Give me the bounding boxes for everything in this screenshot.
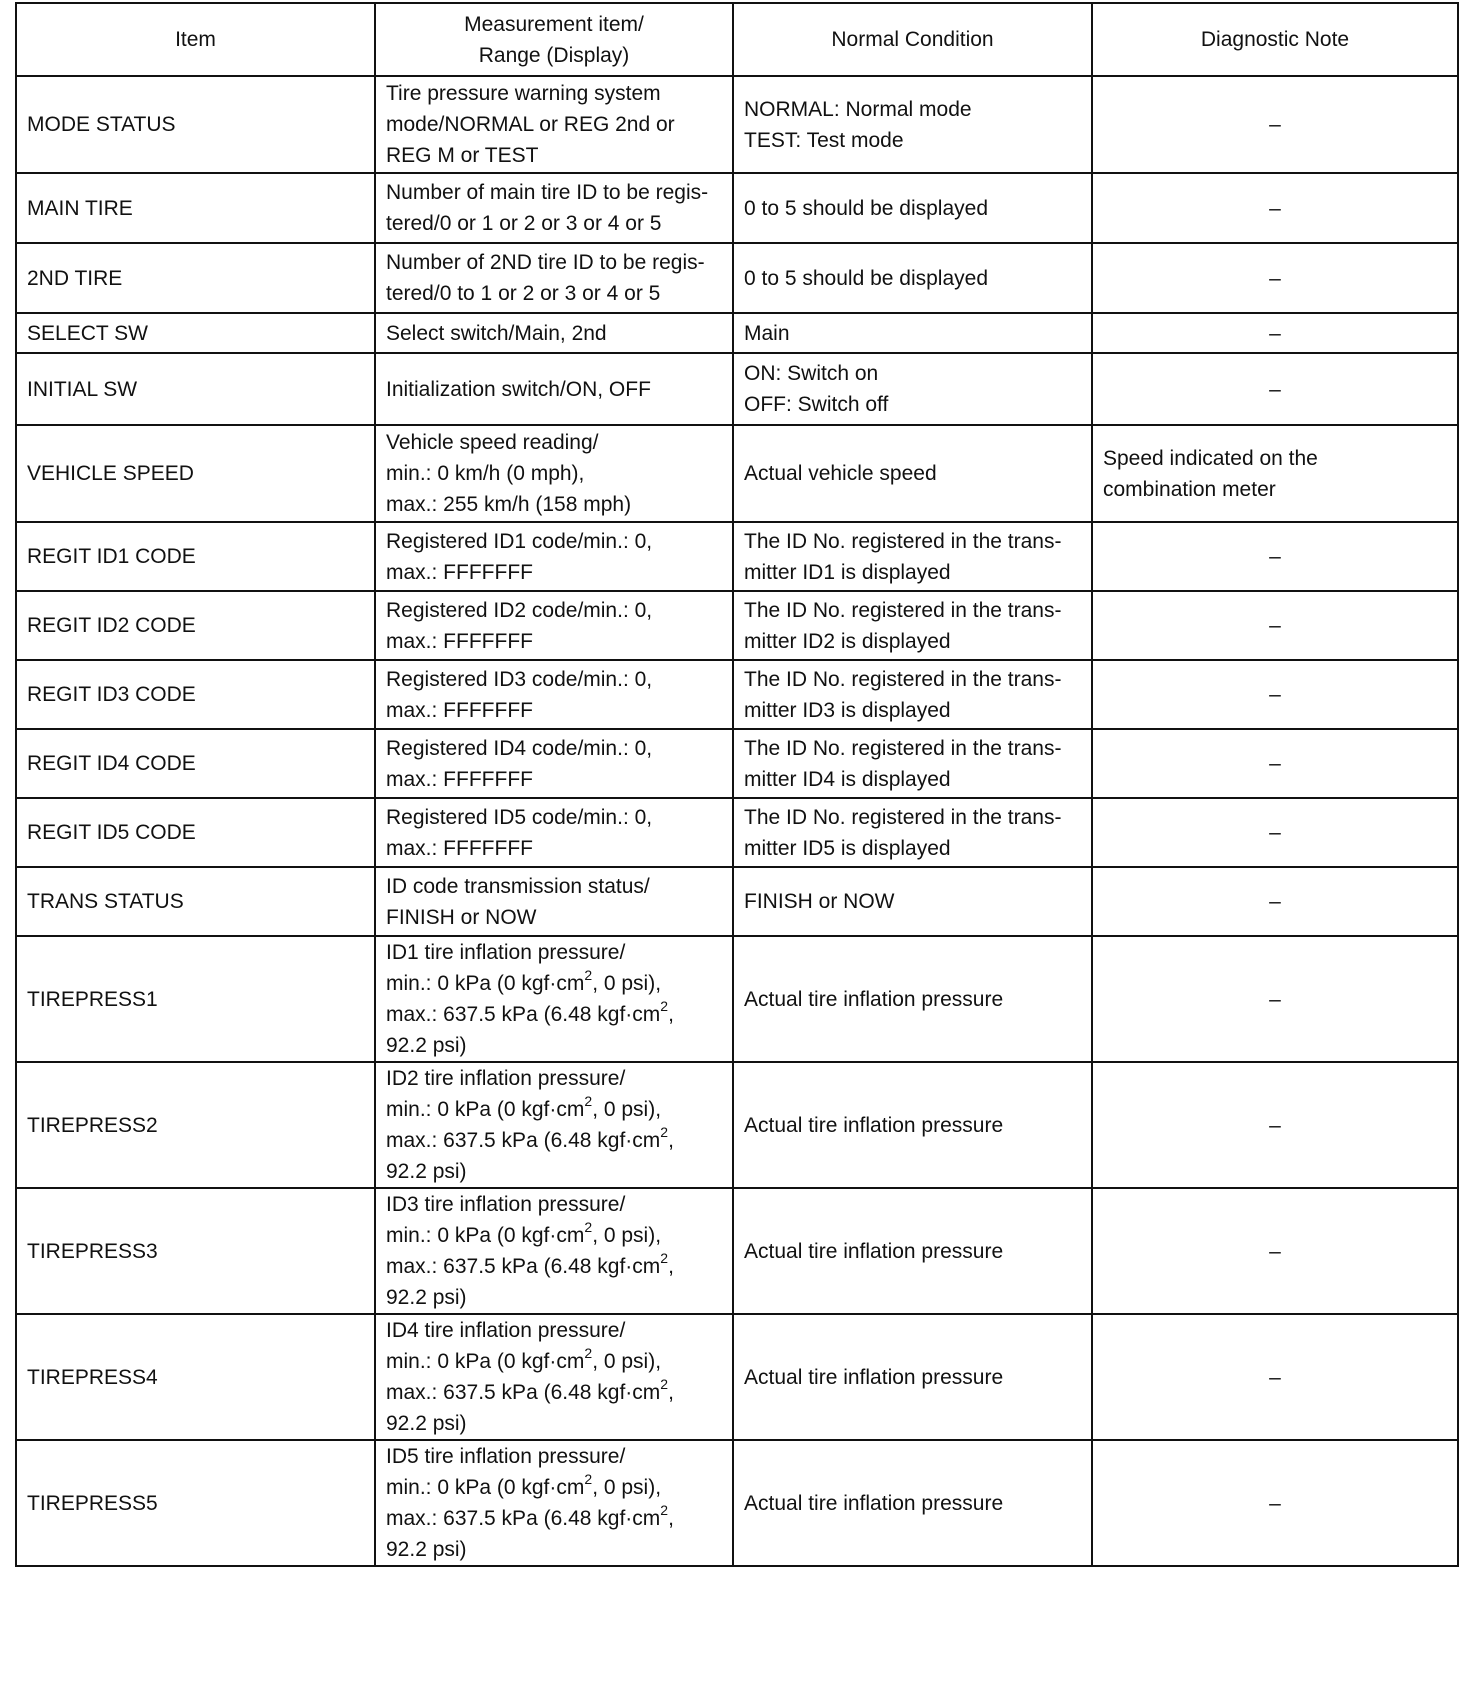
normal-condition-line: The ID No. registered in the trans- [744, 529, 1062, 553]
measurement-line: ID3 tire inflation pressure/ [386, 1193, 626, 1216]
diagnostic-note-line: combination meter [1103, 477, 1276, 501]
diagnostic-note-line: – [1269, 1491, 1281, 1515]
normal-condition-cell [733, 243, 1092, 313]
diagnostic-note-cell [1092, 591, 1458, 660]
normal-condition-line: mitter ID4 is displayed [744, 767, 951, 791]
normal-condition-cell [733, 591, 1092, 660]
table-row [16, 1062, 1458, 1188]
table-body [16, 76, 1458, 1566]
item-cell: TIREPRESS3 [16, 1188, 375, 1314]
item-cell: REGIT ID2 CODE [16, 591, 375, 660]
data-list-table-wrapper [15, 2, 1457, 1567]
measurement-line: ID code transmission status/ [386, 874, 650, 898]
diagnostic-note-line: – [1269, 890, 1281, 913]
measurement-line: max.: FFFFFFF [386, 560, 533, 584]
diagnostic-note-line: – [1269, 614, 1281, 637]
measurement-line: min.: 0 kPa (0 $kgf\cdot cm^2$, 0 psi), [386, 967, 662, 995]
table-row [16, 867, 1458, 936]
measurement-line: tered/0 to 1 or 2 or 3 or 4 or 5 [386, 282, 661, 305]
normal-condition-line: mitter ID5 is displayed [744, 836, 951, 860]
normal-condition-line: Actual tire inflation pressure [744, 1113, 1004, 1137]
normal-condition-cell [733, 798, 1092, 867]
normal-condition-line: Main [744, 321, 790, 345]
measurement-line: Initialization switch/ON, OFF [386, 377, 651, 401]
measurement-cell [375, 1314, 733, 1440]
table-row [16, 1188, 1458, 1314]
measurement-line: max.: 637.5 kPa (6.48 $kgf\cdot cm^2$, [386, 998, 674, 1026]
diagnostic-note-line: – [1269, 321, 1281, 345]
diagnostic-note-line: Speed indicated on the [1103, 446, 1318, 470]
normal-condition-line: Actual vehicle speed [744, 462, 937, 485]
normal-condition-line: Actual tire inflation pressure [744, 1239, 1004, 1263]
header-diagnostic-note: Diagnostic Note [1092, 3, 1458, 76]
measurement-cell [375, 353, 733, 425]
measurement-cell [375, 936, 733, 1062]
item-cell: TIREPRESS1 [16, 936, 375, 1062]
diagnostic-note-line: – [1269, 266, 1281, 290]
table-row [16, 798, 1458, 867]
normal-condition-cell [733, 313, 1092, 353]
diagnostic-note-cell [1092, 798, 1458, 867]
table-row [16, 243, 1458, 313]
data-list-table [15, 2, 1459, 1567]
item-cell: 2ND TIRE [16, 243, 375, 313]
normal-condition-cell [733, 1440, 1092, 1566]
diagnostic-note-cell [1092, 425, 1458, 522]
diagnostic-note-cell [1092, 243, 1458, 313]
diagnostic-note-cell [1092, 1314, 1458, 1440]
diagnostic-note-cell [1092, 1188, 1458, 1314]
measurement-line: Tire pressure warning system [386, 82, 661, 105]
measurement-line: 92.2 psi) [386, 1034, 467, 1057]
item-cell: SELECT SW [16, 313, 375, 353]
normal-condition-line: The ID No. registered in the trans- [744, 736, 1062, 760]
diagnostic-note-line: – [1269, 1113, 1281, 1137]
measurement-cell [375, 243, 733, 313]
item-cell: TIREPRESS4 [16, 1314, 375, 1440]
measurement-cell [375, 729, 733, 798]
measurement-line: Registered ID4 code/min.: 0, [386, 736, 653, 760]
table-row [16, 173, 1458, 243]
item-cell: TIREPRESS5 [16, 1440, 375, 1566]
header-measurement-line-1: Measurement item/ [464, 12, 644, 36]
table-row [16, 660, 1458, 729]
measurement-cell [375, 1062, 733, 1188]
table-row [16, 76, 1458, 173]
measurement-line: max.: 255 km/h (158 mph) [386, 493, 632, 516]
normal-condition-line: 0 to 5 should be displayed [744, 266, 989, 290]
normal-condition-line: ON: Switch on [744, 362, 879, 385]
normal-condition-cell [733, 867, 1092, 936]
item-cell: VEHICLE SPEED [16, 425, 375, 522]
normal-condition-line: The ID No. registered in the trans- [744, 667, 1062, 691]
header-measurement-line-2: Range (Display) [478, 43, 630, 67]
measurement-line: ID5 tire inflation pressure/ [386, 1445, 626, 1468]
measurement-line: 92.2 psi) [386, 1412, 467, 1435]
diagnostic-note-line: – [1269, 1365, 1281, 1389]
normal-condition-line: mitter ID2 is displayed [744, 629, 951, 653]
diagnostic-note-cell [1092, 173, 1458, 243]
measurement-cell [375, 76, 733, 173]
diagnostic-note-line: – [1269, 113, 1281, 136]
normal-condition-line: FINISH or NOW [744, 890, 895, 913]
measurement-line: Number of 2ND tire ID to be regis- [386, 251, 705, 274]
diagnostic-note-line: – [1269, 1239, 1281, 1263]
measurement-line: Registered ID3 code/min.: 0, [386, 667, 653, 691]
normal-condition-line: mitter ID1 is displayed [744, 560, 951, 584]
item-cell: TRANS STATUS [16, 867, 375, 936]
measurement-line: min.: 0 kPa (0 $kgf\cdot cm^2$, 0 psi), [386, 1219, 662, 1247]
diagnostic-note-line: – [1269, 377, 1281, 401]
normal-condition-line: 0 to 5 should be displayed [744, 196, 989, 220]
normal-condition-cell [733, 1314, 1092, 1440]
measurement-line: FINISH or NOW [386, 905, 537, 929]
table-row [16, 353, 1458, 425]
measurement-line: min.: 0 kPa (0 $kgf\cdot cm^2$, 0 psi), [386, 1345, 662, 1373]
measurement-line: max.: 637.5 kPa (6.48 $kgf\cdot cm^2$, [386, 1502, 674, 1530]
normal-condition-cell [733, 425, 1092, 522]
measurement-line: 92.2 psi) [386, 1286, 467, 1309]
diagnostic-note-line: – [1269, 987, 1281, 1011]
diagnostic-note-line: – [1269, 196, 1281, 220]
header-measurement [375, 3, 733, 76]
item-cell: REGIT ID3 CODE [16, 660, 375, 729]
table-row [16, 591, 1458, 660]
item-cell: MODE STATUS [16, 76, 375, 173]
diagnostic-note-cell [1092, 522, 1458, 591]
diagnostic-note-cell [1092, 313, 1458, 353]
diagnostic-note-line: – [1269, 545, 1281, 568]
measurement-cell [375, 660, 733, 729]
normal-condition-line: Actual tire inflation pressure [744, 1365, 1004, 1389]
measurement-line: mode/NORMAL or REG 2nd or [386, 113, 675, 136]
normal-condition-cell [733, 76, 1092, 173]
measurement-cell [375, 867, 733, 936]
normal-condition-line: mitter ID3 is displayed [744, 698, 951, 722]
item-cell: INITIAL SW [16, 353, 375, 425]
diagnostic-note-cell [1092, 353, 1458, 425]
measurement-line: Number of main tire ID to be regis- [386, 181, 709, 204]
normal-condition-line: The ID No. registered in the trans- [744, 805, 1062, 829]
measurement-line: Vehicle speed reading/ [386, 431, 599, 454]
measurement-line: ID2 tire inflation pressure/ [386, 1067, 626, 1090]
normal-condition-line: Actual tire inflation pressure [744, 1491, 1004, 1515]
normal-condition-cell [733, 1188, 1092, 1314]
measurement-cell [375, 425, 733, 522]
measurement-cell [375, 173, 733, 243]
measurement-cell [375, 591, 733, 660]
measurement-line: 92.2 psi) [386, 1160, 467, 1183]
measurement-line: Registered ID2 code/min.: 0, [386, 598, 653, 622]
normal-condition-cell [733, 660, 1092, 729]
item-cell: REGIT ID1 CODE [16, 522, 375, 591]
table-row [16, 936, 1458, 1062]
normal-condition-cell [733, 173, 1092, 243]
measurement-line: max.: FFFFFFF [386, 698, 533, 722]
diagnostic-note-line: – [1269, 683, 1281, 706]
diagnostic-note-cell [1092, 76, 1458, 173]
diagnostic-note-cell [1092, 729, 1458, 798]
measurement-line: max.: FFFFFFF [386, 767, 533, 791]
measurement-cell [375, 1188, 733, 1314]
diagnostic-note-cell [1092, 660, 1458, 729]
measurement-line: 92.2 psi) [386, 1538, 467, 1561]
table-row [16, 425, 1458, 522]
normal-condition-cell [733, 353, 1092, 425]
table-row [16, 1314, 1458, 1440]
measurement-line: max.: FFFFFFF [386, 629, 533, 653]
measurement-line: Registered ID5 code/min.: 0, [386, 805, 653, 829]
normal-condition-line: OFF: Switch off [744, 393, 889, 416]
measurement-line: min.: 0 kPa (0 $kgf\cdot cm^2$, 0 psi), [386, 1471, 662, 1499]
measurement-cell [375, 313, 733, 353]
item-cell: TIREPRESS2 [16, 1062, 375, 1188]
measurement-line: Select switch/Main, 2nd [386, 321, 607, 345]
normal-condition-cell [733, 936, 1092, 1062]
table-row [16, 313, 1458, 353]
measurement-line: min.: 0 kPa (0 $kgf\cdot cm^2$, 0 psi), [386, 1093, 662, 1121]
measurement-line: tered/0 or 1 or 2 or 3 or 4 or 5 [386, 212, 662, 235]
normal-condition-line: NORMAL: Normal mode [744, 97, 972, 121]
item-cell: REGIT ID5 CODE [16, 798, 375, 867]
table-row [16, 522, 1458, 591]
measurement-line: ID1 tire inflation pressure/ [386, 941, 626, 964]
measurement-line: max.: 637.5 kPa (6.48 $kgf\cdot cm^2$, [386, 1250, 674, 1278]
measurement-line: Registered ID1 code/min.: 0, [386, 529, 653, 553]
header-item: Item [16, 3, 375, 76]
measurement-cell [375, 522, 733, 591]
diagnostic-note-cell [1092, 936, 1458, 1062]
normal-condition-cell [733, 1062, 1092, 1188]
header-row [16, 3, 1458, 76]
item-cell: REGIT ID4 CODE [16, 729, 375, 798]
normal-condition-line: The ID No. registered in the trans- [744, 598, 1062, 622]
measurement-cell [375, 1440, 733, 1566]
diagnostic-note-cell [1092, 1062, 1458, 1188]
measurement-line: max.: 637.5 kPa (6.48 $kgf\cdot cm^2$, [386, 1124, 674, 1152]
diagnostic-note-line: – [1269, 821, 1281, 844]
table-row [16, 729, 1458, 798]
header-normal-condition: Normal Condition [733, 3, 1092, 76]
diagnostic-note-line: – [1269, 752, 1281, 775]
measurement-cell [375, 798, 733, 867]
measurement-line: ID4 tire inflation pressure/ [386, 1319, 626, 1342]
normal-condition-cell [733, 729, 1092, 798]
diagnostic-note-cell [1092, 867, 1458, 936]
diagnostic-note-cell [1092, 1440, 1458, 1566]
item-cell: MAIN TIRE [16, 173, 375, 243]
table-row [16, 1440, 1458, 1566]
measurement-line: REG M or TEST [386, 144, 539, 167]
normal-condition-line: TEST: Test mode [744, 128, 904, 152]
normal-condition-line: Actual tire inflation pressure [744, 987, 1004, 1011]
table-header [16, 3, 1458, 76]
measurement-line: max.: FFFFFFF [386, 836, 533, 860]
measurement-line: min.: 0 km/h (0 mph), [386, 462, 585, 485]
measurement-line: max.: 637.5 kPa (6.48 $kgf\cdot cm^2$, [386, 1376, 674, 1404]
normal-condition-cell [733, 522, 1092, 591]
